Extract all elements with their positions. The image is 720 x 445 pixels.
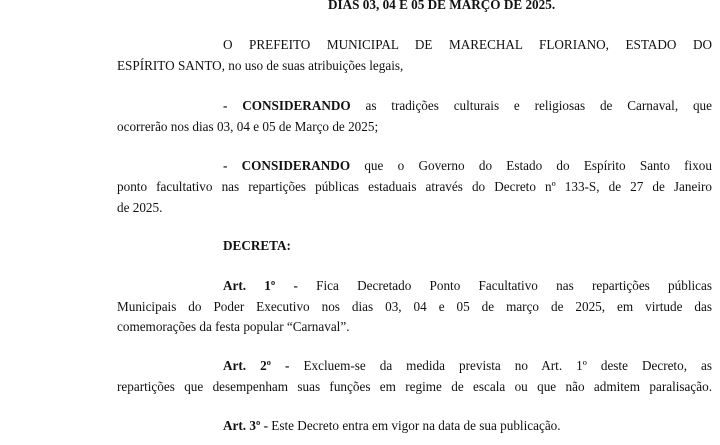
preamble-line-1: O PREFEITO MUNICIPAL DE MARECHAL FLORIANO, ESTADO DO bbox=[223, 37, 712, 52]
art-1-line-2: Municipais do Poder Executivo nos dias 03, 04 e 05 de março de 2025, em virtude das bbox=[117, 299, 712, 314]
art-2-text: Excluem-se da medida prevista no Art. 1º deste Decreto, as bbox=[289, 358, 712, 373]
art-1-text: Fica Decretado Ponto Facultativo nas repartições públicas bbox=[297, 278, 712, 293]
considerando-2-text: que o Governo do Estado do Espírito Santo fixou bbox=[350, 158, 712, 173]
considerando-2-line-2: ponto facultativo nas repartições públicas estaduais através do Decreto nº 133-S, de 27 de Janeiro bbox=[117, 179, 712, 194]
art-2-line-2: repartições que desempenham suas funções em regime de escala ou que não admitem paralisação. bbox=[117, 379, 712, 394]
considerando-2-line-1 bbox=[223, 158, 712, 174]
preamble-rest: no uso de suas atribuições legais, bbox=[224, 58, 404, 73]
document-heading: DIAS 03, 04 E 05 DE MARÇO DE 2025. bbox=[328, 0, 556, 12]
art-1-lead: Art. 1º - bbox=[223, 278, 298, 293]
preamble-state: ESPÍRITO SANTO, bbox=[117, 58, 225, 73]
considerando-1-text: as tradições culturais e religiosas de Carnaval, que bbox=[350, 98, 712, 113]
considerando-1-line-2: ocorrerão nos dias 03, 04 e 05 de Março de 2025; bbox=[117, 119, 379, 134]
art-2-line-1 bbox=[223, 358, 712, 374]
considerando-2-line-3: de 2025. bbox=[117, 200, 163, 215]
art-3-text: Este Decreto entra em vigor na data de sua publicação. bbox=[268, 418, 561, 433]
preamble-line-2 bbox=[117, 58, 403, 74]
considerando-2-lead: - CONSIDERANDO bbox=[223, 158, 351, 173]
art-1-line-3: comemorações da festa popular “Carnaval”. bbox=[117, 319, 350, 334]
art-3-lead: Art. 3º - bbox=[223, 418, 268, 433]
decreta-heading: DECRETA: bbox=[223, 238, 291, 253]
art-1-line-1 bbox=[223, 278, 712, 294]
art-3-line-1 bbox=[223, 418, 561, 434]
art-2-lead: Art. 2º - bbox=[223, 358, 290, 373]
considerando-1-lead: - CONSIDERANDO bbox=[223, 98, 351, 113]
considerando-1-line-1 bbox=[223, 98, 712, 114]
